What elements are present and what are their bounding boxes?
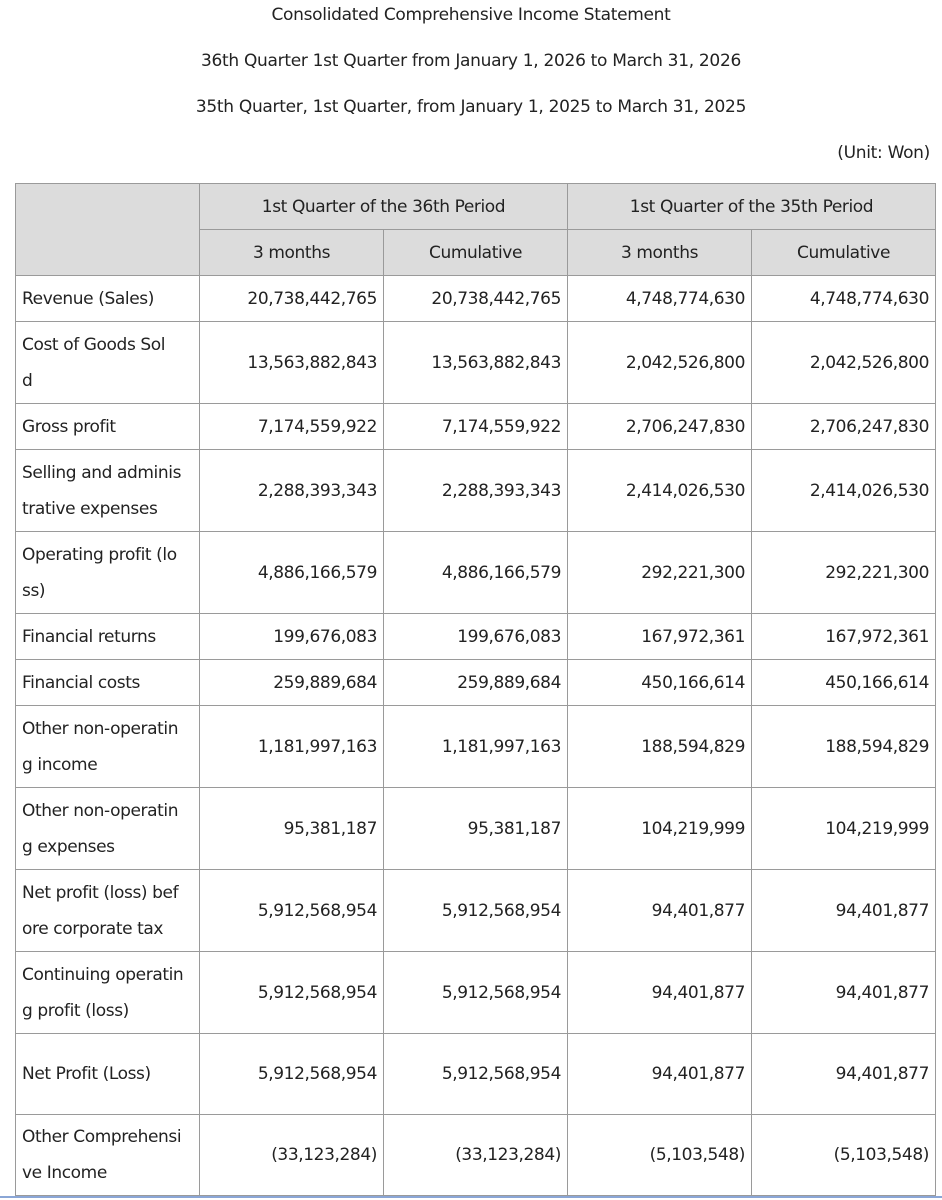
row-value-cell: 94,401,877 (568, 1034, 752, 1115)
row-value-cell: 4,748,774,630 (568, 276, 752, 322)
row-value-cell: 188,594,829 (752, 706, 936, 788)
row-value-cell: 95,381,187 (384, 788, 568, 870)
row-value-cell: 167,972,361 (752, 614, 936, 660)
row-value-cell: 2,042,526,800 (568, 322, 752, 404)
row-item-label: Financial returns (16, 614, 200, 660)
row-value-cell: 259,889,684 (200, 660, 384, 706)
sub-header-cumulative-35: Cumulative (752, 230, 936, 276)
row-value-cell: 2,706,247,830 (568, 404, 752, 450)
period-36-header: 1st Quarter of the 36th Period (200, 184, 568, 230)
row-value-cell: 104,219,999 (568, 788, 752, 870)
row-value-cell: 2,288,393,343 (200, 450, 384, 532)
row-item-label: Cost of Goods Sol d (16, 322, 200, 404)
sub-header-3months-35: 3 months (568, 230, 752, 276)
row-value-cell: 7,174,559,922 (200, 404, 384, 450)
row-item-label: Financial costs (16, 660, 200, 706)
row-item-label: Operating profit (lo ss) (16, 532, 200, 614)
row-value-cell: 94,401,877 (752, 952, 936, 1034)
statement-title: Consolidated Comprehensive Income Statement (271, 5, 671, 25)
row-value-cell: (33,123,284) (384, 1115, 568, 1196)
row-value-cell: 450,166,614 (568, 660, 752, 706)
row-value-cell: 94,401,877 (568, 952, 752, 1034)
row-value-cell: 1,181,997,163 (384, 706, 568, 788)
row-value-cell: 2,042,526,800 (752, 322, 936, 404)
row-value-cell: (5,103,548) (752, 1115, 936, 1196)
table-row (16, 788, 936, 870)
row-value-cell: 94,401,877 (568, 870, 752, 952)
row-value-cell: 5,912,568,954 (384, 870, 568, 952)
row-item-label: Net profit (loss) bef ore corporate tax (16, 870, 200, 952)
row-value-cell: 5,912,568,954 (200, 870, 384, 952)
table-row (16, 404, 936, 450)
table-row (16, 870, 936, 952)
table-row (16, 706, 936, 788)
row-value-cell: 199,676,083 (200, 614, 384, 660)
row-value-cell: 7,174,559,922 (384, 404, 568, 450)
bottom-divider (0, 1196, 942, 1198)
row-value-cell: 2,706,247,830 (752, 404, 936, 450)
row-value-cell: 2,288,393,343 (384, 450, 568, 532)
row-item-label: Other Comprehensi ve Income (16, 1115, 200, 1196)
row-value-cell: 5,912,568,954 (384, 952, 568, 1034)
table-row (16, 450, 936, 532)
table-row (16, 532, 936, 614)
unit-label: (Unit: Won) (837, 143, 930, 163)
row-value-cell: 20,738,442,765 (200, 276, 384, 322)
row-value-cell: (33,123,284) (200, 1115, 384, 1196)
sub-header-cumulative-36: Cumulative (384, 230, 568, 276)
sub-header-3months-36: 3 months (200, 230, 384, 276)
table-row (16, 1115, 936, 1196)
row-value-cell: 20,738,442,765 (384, 276, 568, 322)
period-35-subtitle: 35th Quarter, 1st Quarter, from January 1, 2025 to March 31, 2025 (195, 97, 747, 117)
row-value-cell: 2,414,026,530 (752, 450, 936, 532)
row-item-label: Net Profit (Loss) (16, 1034, 200, 1115)
item-header-cell (16, 184, 200, 276)
row-value-cell: 95,381,187 (200, 788, 384, 870)
table-row (16, 276, 936, 322)
row-item-label: Gross profit (16, 404, 200, 450)
row-value-cell: 5,912,568,954 (200, 952, 384, 1034)
row-item-label: Selling and adminis trative expenses (16, 450, 200, 532)
row-value-cell: (5,103,548) (568, 1115, 752, 1196)
row-item-label: Other non-operatin g income (16, 706, 200, 788)
row-value-cell: 167,972,361 (568, 614, 752, 660)
row-item-label: Revenue (Sales) (16, 276, 200, 322)
row-value-cell: 450,166,614 (752, 660, 936, 706)
row-value-cell: 292,221,300 (752, 532, 936, 614)
row-value-cell: 4,886,166,579 (384, 532, 568, 614)
row-value-cell: 5,912,568,954 (384, 1034, 568, 1115)
row-value-cell: 292,221,300 (568, 532, 752, 614)
row-value-cell: 259,889,684 (384, 660, 568, 706)
table-row (16, 952, 936, 1034)
income-statement-table (15, 183, 936, 1196)
row-value-cell: 188,594,829 (568, 706, 752, 788)
row-value-cell: 4,886,166,579 (200, 532, 384, 614)
row-value-cell: 2,414,026,530 (568, 450, 752, 532)
row-value-cell: 199,676,083 (384, 614, 568, 660)
row-value-cell: 94,401,877 (752, 1034, 936, 1115)
period-35-header: 1st Quarter of the 35th Period (568, 184, 936, 230)
period-36-subtitle: 36th Quarter 1st Quarter from January 1, 2026 to March 31, 2026 (201, 51, 741, 71)
row-value-cell: 5,912,568,954 (200, 1034, 384, 1115)
row-value-cell: 94,401,877 (752, 870, 936, 952)
table-row (16, 614, 936, 660)
table-row (16, 660, 936, 706)
row-value-cell: 4,748,774,630 (752, 276, 936, 322)
row-value-cell: 1,181,997,163 (200, 706, 384, 788)
table-row (16, 322, 936, 404)
row-value-cell: 13,563,882,843 (200, 322, 384, 404)
row-item-label: Continuing operatin g profit (loss) (16, 952, 200, 1034)
row-value-cell: 104,219,999 (752, 788, 936, 870)
row-value-cell: 13,563,882,843 (384, 322, 568, 404)
row-item-label: Other non-operatin g expenses (16, 788, 200, 870)
table-row (16, 1034, 936, 1115)
